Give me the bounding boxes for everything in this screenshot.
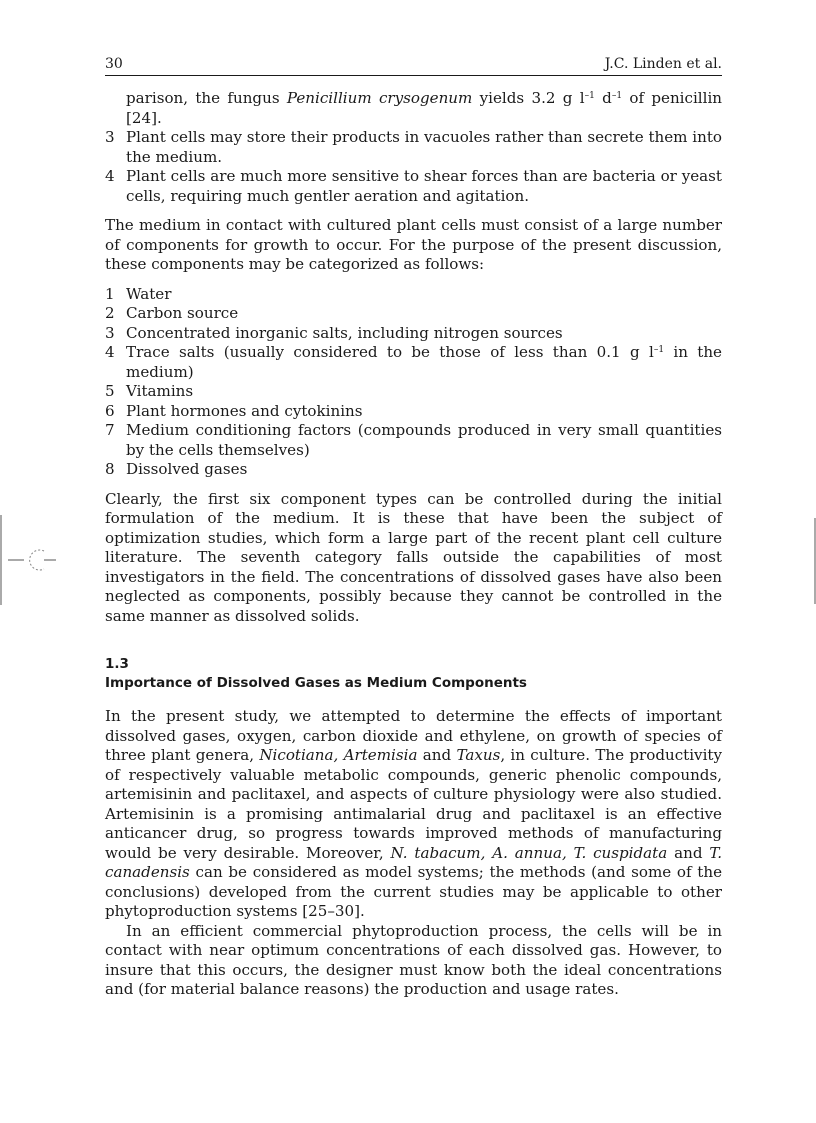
running-head <box>105 56 722 76</box>
paragraph: In the present study, we attempted to determine the effects of important dissolved gases, oxygen, carbon dioxide and ethylene, on growth of species of three plant genera, Nicotiana, Artemisia and Taxus, in culture. The productivity of respectively valuable metabolic compounds, generic phenolic compounds, artemisinin and paclitaxel, and aspects of culture physiology were also studied. Artemisinin is a promising antimalarial drug and paclitaxel is an effective anticancer drug, so progress towards improved methods of manufacturing would be very desirable. Moreover, N. tabacum, A. annua, T. cuspidata and T. canadensis can be considered as model systems; the methods (and some of the conclusions) developed from the current studies may be applicable to other phytoproduction systems [25–30]. <box>105 707 722 920</box>
list-item: 6 Plant hormones and cytokinins <box>105 401 363 420</box>
paragraph: In an efficient commercial phytoproduction process, the cells will be in contact with near optimum concentrations of each dissolved gas. However, to insure that this occurs, the designer must know both the ideal concentrations and (for material balance reasons) the production and usage rates. <box>105 921 722 998</box>
section-number: 1.3 <box>105 656 129 672</box>
page <box>105 56 722 1000</box>
paragraph: Clearly, the first six component types can be controlled during the initial formulation of the medium. It is these that have been the subject of optimization studies, which form a large part of the recent plant cell culture literature. The seventh category falls outside the capabilities of most investigators in the field. The concentrations of dissolved gases have also been neglected as components, possibly because they cannot be controlled in the same manner as dissolved solids. <box>105 489 722 625</box>
genus-names: Nicotiana, Artemisia <box>259 746 418 764</box>
list-item: 4 Trace salts (usually considered to be those of less than 0.1 g $l^{-1}$ in the medium) <box>105 343 722 381</box>
list-item: 4 Plant cells are much more sensitive to shear forces than are bacteria or yeast cells, requiring much gentler aeration and agitation. <box>105 167 722 205</box>
plant-cell-differences-list <box>105 128 722 206</box>
page-number: 30 <box>105 56 123 72</box>
paragraph: The medium in contact with cultured plant cells must consist of a large number of components for growth to occur. For the purpose of the present discussion, these components may be categorized as follows: <box>105 216 722 273</box>
section-title: Importance of Dissolved Gases as Medium Components <box>105 675 527 691</box>
list-item: 1 Water <box>105 284 172 303</box>
list-item: 8 Dissolved gases <box>105 460 248 478</box>
list-item: 5 Vitamins <box>105 382 194 400</box>
genus-name: Taxus <box>456 746 501 764</box>
species-names: N. tabacum, A. annua, T. cuspidata <box>390 843 668 862</box>
species-name: Penicillium crysogenum <box>286 89 473 107</box>
continued-list-paragraph: parison, the fungus Penicillium crysogenum yields 3.2 g $l^{-1}$ $d^{-1}$ of penicillin [24]. <box>126 89 722 127</box>
body-text <box>105 89 722 1000</box>
crop-mark-right <box>812 518 816 604</box>
medium-components-list <box>105 285 722 480</box>
species-name: T. canadensis <box>105 843 722 881</box>
list-item: 3 Plant cells may store their products in vacuoles rather than secrete them into the medium. <box>105 128 722 166</box>
list-item: 3 Concentrated inorganic salts, including nitrogen sources <box>105 323 563 342</box>
list-item: 7 Medium conditioning factors (compounds produced in very small quantities by the cells themselves) <box>105 421 722 459</box>
running-author: J.C. Linden et al. <box>604 56 722 72</box>
list-item: 2 Carbon source <box>105 304 239 322</box>
crop-mark <box>0 515 60 605</box>
